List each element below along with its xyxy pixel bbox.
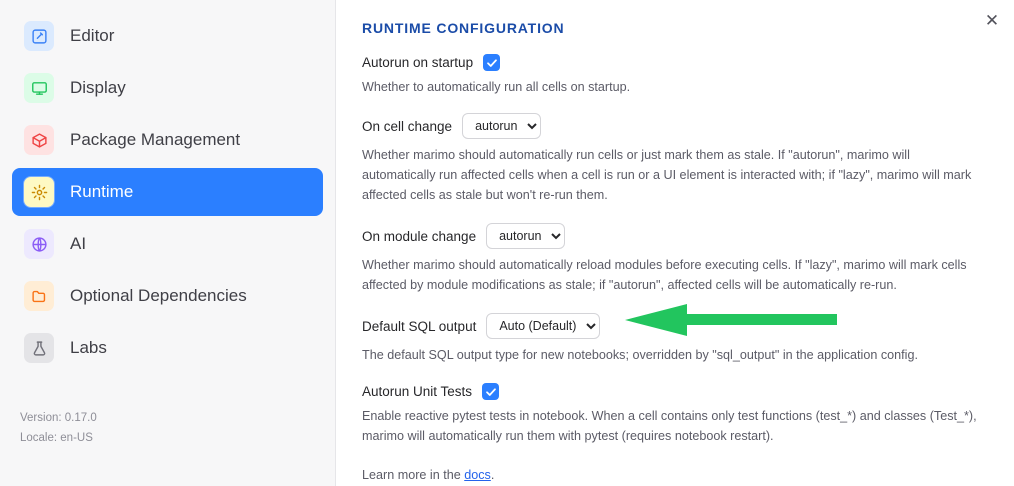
setting-on-module-change — [362, 223, 980, 295]
docs-link[interactable]: docs — [464, 468, 491, 482]
default-sql-output-label: Default SQL output — [362, 318, 477, 334]
on-module-change-label: On module change — [362, 228, 477, 244]
locale-label: Locale: en-US — [20, 432, 93, 444]
sidebar-footer — [20, 408, 97, 448]
learn-more-prefix: Learn more in the — [362, 468, 465, 482]
autorun-unit-tests-checkbox[interactable] — [482, 383, 499, 400]
sidebar-item-label: Display — [70, 78, 126, 97]
setting-autorun-unit-tests — [362, 383, 980, 446]
settings-sidebar — [0, 0, 336, 486]
on-module-change-select[interactable] — [486, 223, 565, 249]
sidebar-item-label: Optional Dependencies — [70, 286, 247, 305]
close-icon[interactable]: ✕ — [984, 10, 1000, 30]
gear-icon — [24, 177, 54, 207]
autorun-unit-tests-label: Autorun Unit Tests — [362, 384, 473, 399]
sidebar-item-runtime[interactable] — [12, 168, 323, 216]
sidebar-item-editor[interactable] — [12, 12, 323, 60]
setting-on-cell-change — [362, 113, 980, 205]
learn-more-suffix: . — [490, 468, 495, 482]
sidebar-item-label: Package Management — [70, 130, 241, 149]
autorun-unit-tests-description: Enable reactive pytest tests in notebook. When a cell contains only test functions (test_*) and classes (Test_*), marimo will automatically run them with pytest (requires notebook restart). — [362, 409, 977, 443]
flask-icon — [24, 333, 54, 363]
autorun-startup-label: Autorun on startup — [362, 55, 474, 70]
learn-more-text — [362, 468, 980, 482]
sidebar-item-label: AI — [70, 234, 87, 253]
autorun-startup-description: Whether to automatically run all cells on startup. — [362, 80, 631, 94]
sidebar-item-optional-dependencies[interactable] — [12, 272, 323, 320]
page-title: RUNTIME CONFIGURATION — [362, 20, 565, 36]
sidebar-item-label: Runtime — [70, 182, 134, 201]
on-cell-change-description: Whether marimo should automatically run cells or just mark them as stale. If "autorun", marimo will automatically run affected cells when a cell is run or a UI element is interacted with; if "lazy", marimo will mark affected cells as stale but won't re-run them. — [362, 148, 972, 202]
sidebar-item-display[interactable] — [12, 64, 323, 112]
on-cell-change-select[interactable] — [462, 113, 541, 139]
sidebar-item-label: Labs — [70, 338, 107, 357]
on-module-change-description: Whether marimo should automatically reload modules before executing cells. If "lazy", marimo will mark cells affected by module modifications as stale; if "autorun", affected cells will be automatically re-run. — [362, 258, 967, 292]
box-icon — [24, 125, 54, 155]
runtime-settings-panel — [336, 0, 1014, 486]
setting-autorun-on-startup — [362, 54, 980, 97]
version-label: Version: 0.17.0 — [20, 412, 97, 424]
folder-icon — [24, 281, 54, 311]
sidebar-item-ai[interactable] — [12, 220, 323, 268]
pencil-square-icon — [24, 21, 54, 51]
monitor-icon — [24, 73, 54, 103]
on-cell-change-label: On cell change — [362, 118, 453, 134]
default-sql-output-select[interactable] — [486, 313, 600, 339]
autorun-startup-checkbox[interactable] — [483, 54, 500, 71]
globe-sparkle-icon — [24, 229, 54, 259]
default-sql-output-description: The default SQL output type for new notebooks; overridden by "sql_output" in the application config. — [362, 348, 918, 362]
sidebar-item-label: Editor — [70, 26, 115, 45]
sidebar-item-package-management[interactable] — [12, 116, 323, 164]
sidebar-item-labs[interactable] — [12, 324, 323, 372]
setting-default-sql-output — [362, 313, 980, 365]
